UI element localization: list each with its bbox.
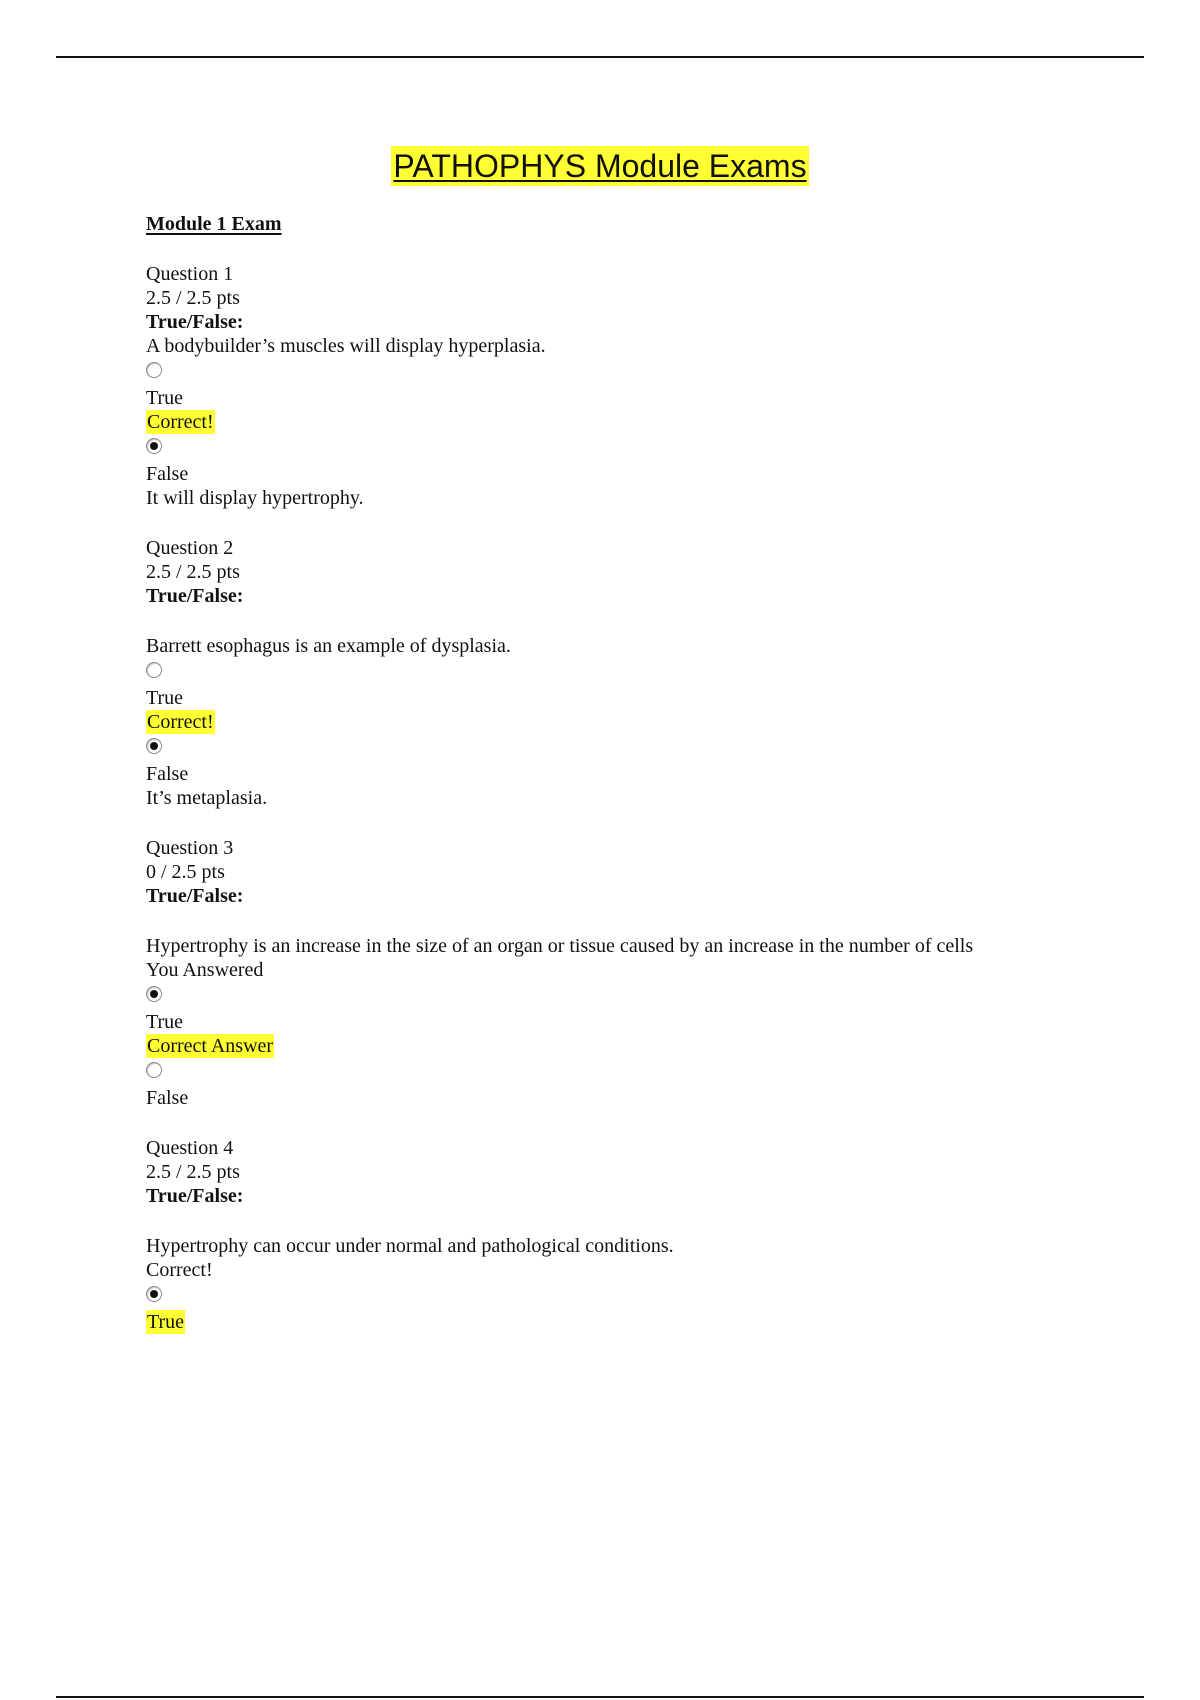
question-score: 0 / 2.5 pts (146, 861, 225, 883)
radio-ring-icon (146, 662, 162, 678)
radio-dot-icon (150, 742, 158, 750)
option-true-label: True (146, 687, 184, 709)
top-rule (56, 56, 1144, 58)
radio-true-unselected[interactable] (146, 362, 162, 378)
correct-marker: Correct! (147, 711, 214, 733)
radio-false-selected[interactable] (146, 438, 162, 454)
bottom-rule (56, 1696, 1144, 1698)
module-heading: Module 1 Exam (146, 213, 282, 235)
radio-dot-icon (150, 442, 158, 450)
question-number: Question 1 (146, 263, 234, 285)
question-number: Question 2 (146, 537, 234, 559)
option-true-label: True (146, 1011, 184, 1033)
option-false-label: False (146, 463, 189, 485)
question-type: True/False: (146, 1185, 244, 1207)
question-prompt: Barrett esophagus is an example of dysplasia. (146, 635, 511, 657)
title-wrap (0, 146, 1200, 186)
correct-marker: Correct! (146, 1259, 213, 1281)
question-2 (146, 536, 1126, 810)
question-type: True/False: (146, 885, 244, 907)
option-false-label: False (146, 763, 189, 785)
correct-answer-marker: Correct Answer (147, 1035, 274, 1057)
correct-marker: Correct! (147, 411, 214, 433)
question-number: Question 3 (146, 837, 234, 859)
answer-feedback: It’s metaplasia. (146, 787, 268, 809)
question-number: Question 4 (146, 1137, 234, 1159)
option-true-label: True (146, 387, 184, 409)
answer-feedback: It will display hypertrophy. (146, 487, 364, 509)
question-score: 2.5 / 2.5 pts (146, 1161, 240, 1183)
question-prompt: A bodybuilder’s muscles will display hyperplasia. (146, 335, 546, 357)
document-body (146, 212, 1126, 1360)
question-prompt: Hypertrophy is an increase in the size of an organ or tissue caused by an increase in the number of cells (146, 935, 974, 957)
question-1 (146, 262, 1126, 510)
question-3 (146, 836, 1126, 1110)
radio-dot-icon (150, 990, 158, 998)
question-type: True/False: (146, 585, 244, 607)
radio-false-unselected[interactable] (146, 1062, 162, 1078)
question-type: True/False: (146, 311, 244, 333)
radio-true-selected[interactable] (146, 1286, 162, 1302)
radio-ring-icon (146, 1062, 162, 1078)
radio-false-selected[interactable] (146, 738, 162, 754)
you-answered-label: You Answered (146, 959, 264, 981)
radio-true-unselected[interactable] (146, 662, 162, 678)
option-false-label: False (146, 1087, 189, 1109)
option-true-label: True (147, 1311, 185, 1333)
radio-true-selected[interactable] (146, 986, 162, 1002)
question-4 (146, 1136, 1126, 1334)
document-title: PATHOPHYS Module Exams (393, 148, 807, 184)
radio-ring-icon (146, 362, 162, 378)
question-prompt: Hypertrophy can occur under normal and pathological conditions. (146, 1235, 674, 1257)
question-score: 2.5 / 2.5 pts (146, 561, 240, 583)
radio-dot-icon (150, 1290, 158, 1298)
question-score: 2.5 / 2.5 pts (146, 287, 240, 309)
